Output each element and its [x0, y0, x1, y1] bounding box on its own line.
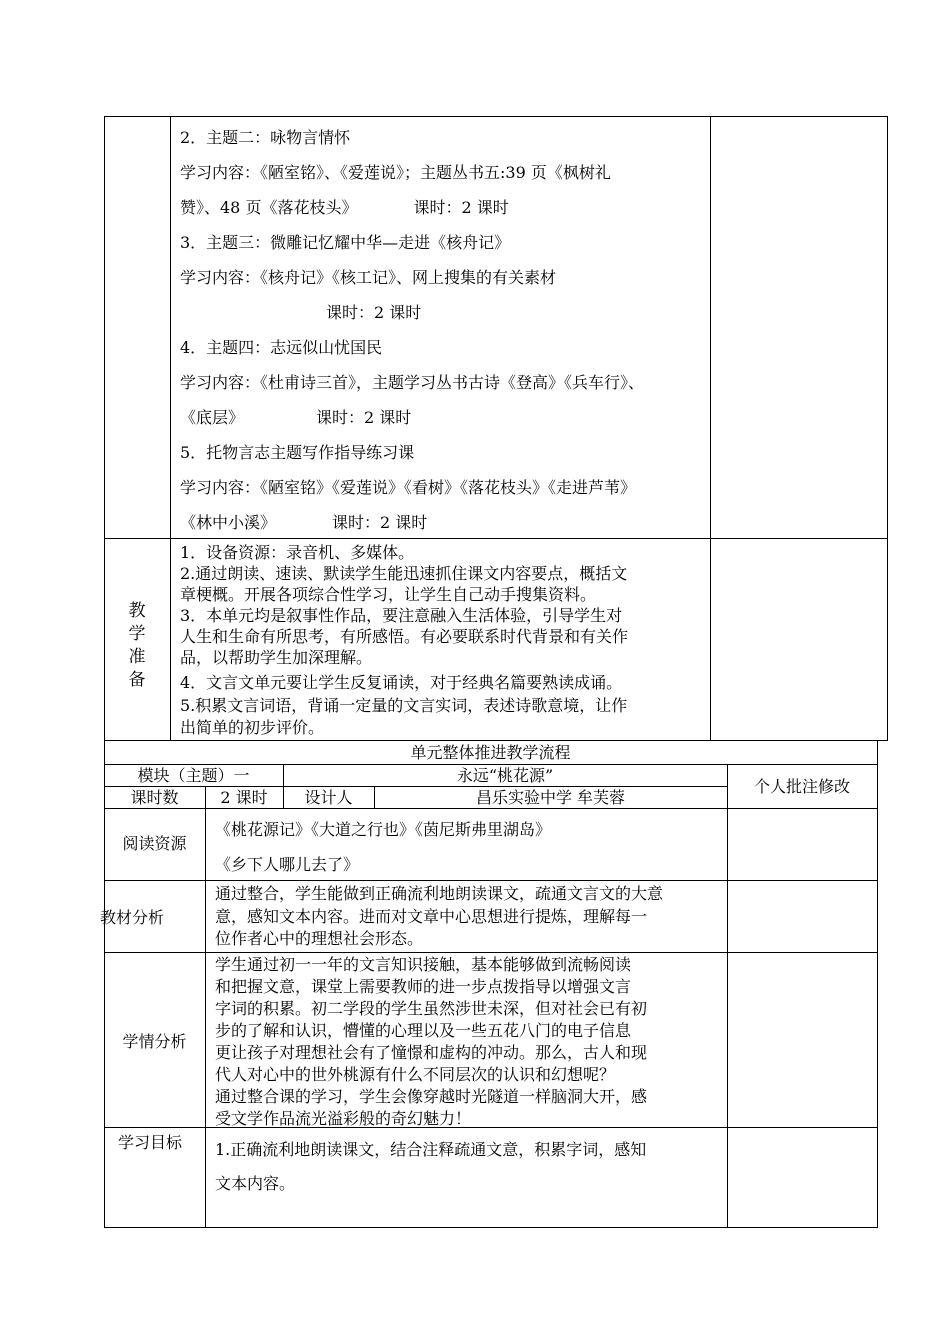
annotation-label: 个人批注修改 [753, 777, 850, 796]
prep-line: 2.通过朗读、速读、默读学生能迅速抓住课文内容要点，概括文 [180, 564, 628, 583]
content-line: 学习内容：《杜甫诗三首》，主题学习丛书古诗《登高》《兵车行》、 [180, 373, 645, 392]
designer-value: 昌乐实验中学 牟芙蓉 [475, 788, 626, 807]
student-line: 学生通过初一一年的文言知识接触，基本能够做到流畅阅读 [215, 955, 632, 974]
module-label: 模块（主题）一 [137, 766, 250, 785]
student-line: 通过整合课的学习，学生会像穿越时光隧道一样脑洞大开，感 [215, 1087, 648, 1106]
goal-line: 1.正确流利地朗读课文，结合注释疏通文意，积累字词，感知 [215, 1140, 647, 1159]
prep-line: 品，以帮助学生加深理解。 [180, 648, 373, 667]
reading-line: 《桃花源记》《大道之行也》《茵尼斯弗里湖岛》 [215, 820, 552, 839]
designer-label: 设计人 [304, 788, 353, 807]
student-line: 和把握文意，课堂上需要教师的进一步点拨指导以增强文言 [215, 977, 632, 996]
content-line: 《林中小溪》 课时：2 课时 [180, 513, 428, 532]
prep-line: 人生和生命有所思考，有所感悟。有必要联系时代背景和有关作 [180, 627, 629, 646]
material-line: 通过整合，学生能做到正确流利地朗读课文，疏通文言文的大意 [215, 884, 664, 903]
student-line: 代人对心中的世外桃源有什么不同层次的认识和幻想呢？ [215, 1065, 616, 1084]
goal-label: 学习目标 [118, 1133, 183, 1152]
content-line: 《底层》 课时：2 课时 [180, 408, 412, 427]
reading-label: 阅读资源 [122, 834, 187, 853]
student-line: 更让孩子对理想社会有了憧憬和虚构的冲动。那么，古人和现 [215, 1043, 648, 1062]
student-label: 学情分析 [122, 1032, 187, 1051]
content-line: 3．主题三：微雕记忆耀中华—走进《核舟记》 [180, 233, 511, 252]
student-line: 字词的积累。初二学段的学生虽然涉世未深，但对社会已有初 [215, 999, 648, 1018]
student-line: 步的了解和认识，懵懂的心理以及一些五花八门的电子信息 [215, 1021, 632, 1040]
content-line: 学习内容：《核舟记》《核工记》、网上搜集的有关素材 [180, 268, 557, 287]
prep-line: 出简单的初步评价。 [180, 718, 325, 737]
student-line: 受文学作品流光溢彩般的奇幻魅力！ [215, 1109, 472, 1128]
material-line: 意，感知文本内容。进而对文章中心思想进行提炼，理解每一 [215, 907, 648, 926]
content-line: 学习内容：《陋室铭》、《爱莲说》；主题丛书五:39 页《枫树礼 [180, 163, 611, 182]
hours-label: 课时数 [130, 788, 179, 807]
reading-line: 《乡下人哪儿去了》 [215, 855, 360, 874]
content-line: 4．主题四：志远似山忧国民 [180, 338, 383, 357]
content-line: 2．主题二：咏物言情怀 [180, 128, 351, 147]
prep-line: 5.积累文言词语，背诵一定量的文言实词，表述诗歌意境，让作 [180, 696, 628, 715]
content-line: 课时：2 课时 [326, 303, 422, 322]
content-line: 学习内容：《陋室铭》《爱莲说》《看树》《落花枝头》《走进芦苇》 [180, 478, 637, 497]
content-line: 5．托物言志主题写作指导练习课 [180, 443, 415, 462]
goal-line: 文本内容。 [215, 1174, 296, 1193]
material-line: 位作者心中的理想社会形态。 [215, 929, 424, 948]
module-value: 永远“桃花源” [456, 766, 554, 785]
hours-value: 2 课时 [220, 788, 268, 807]
content-line: 赞》、48 页《落花枝头》 课时：2 课时 [180, 198, 509, 217]
prep-line: 3．本单元均是叙事性作品，要注意融入生活体验，引导学生对 [180, 606, 623, 625]
lower-title: 单元整体推进教学流程 [410, 743, 571, 762]
prep-line: 章梗概。开展各项综合性学习，让学生自己动手搜集资料。 [180, 585, 597, 604]
material-label: 教材分析 [100, 908, 165, 927]
prep-line: 1．设备资源：录音机、多媒体。 [180, 543, 415, 562]
prep-line: 4．文言文单元要让学生反复诵读，对于经典名篇要熟读成诵。 [180, 673, 623, 692]
prep-label: 教学准备 [128, 601, 146, 690]
